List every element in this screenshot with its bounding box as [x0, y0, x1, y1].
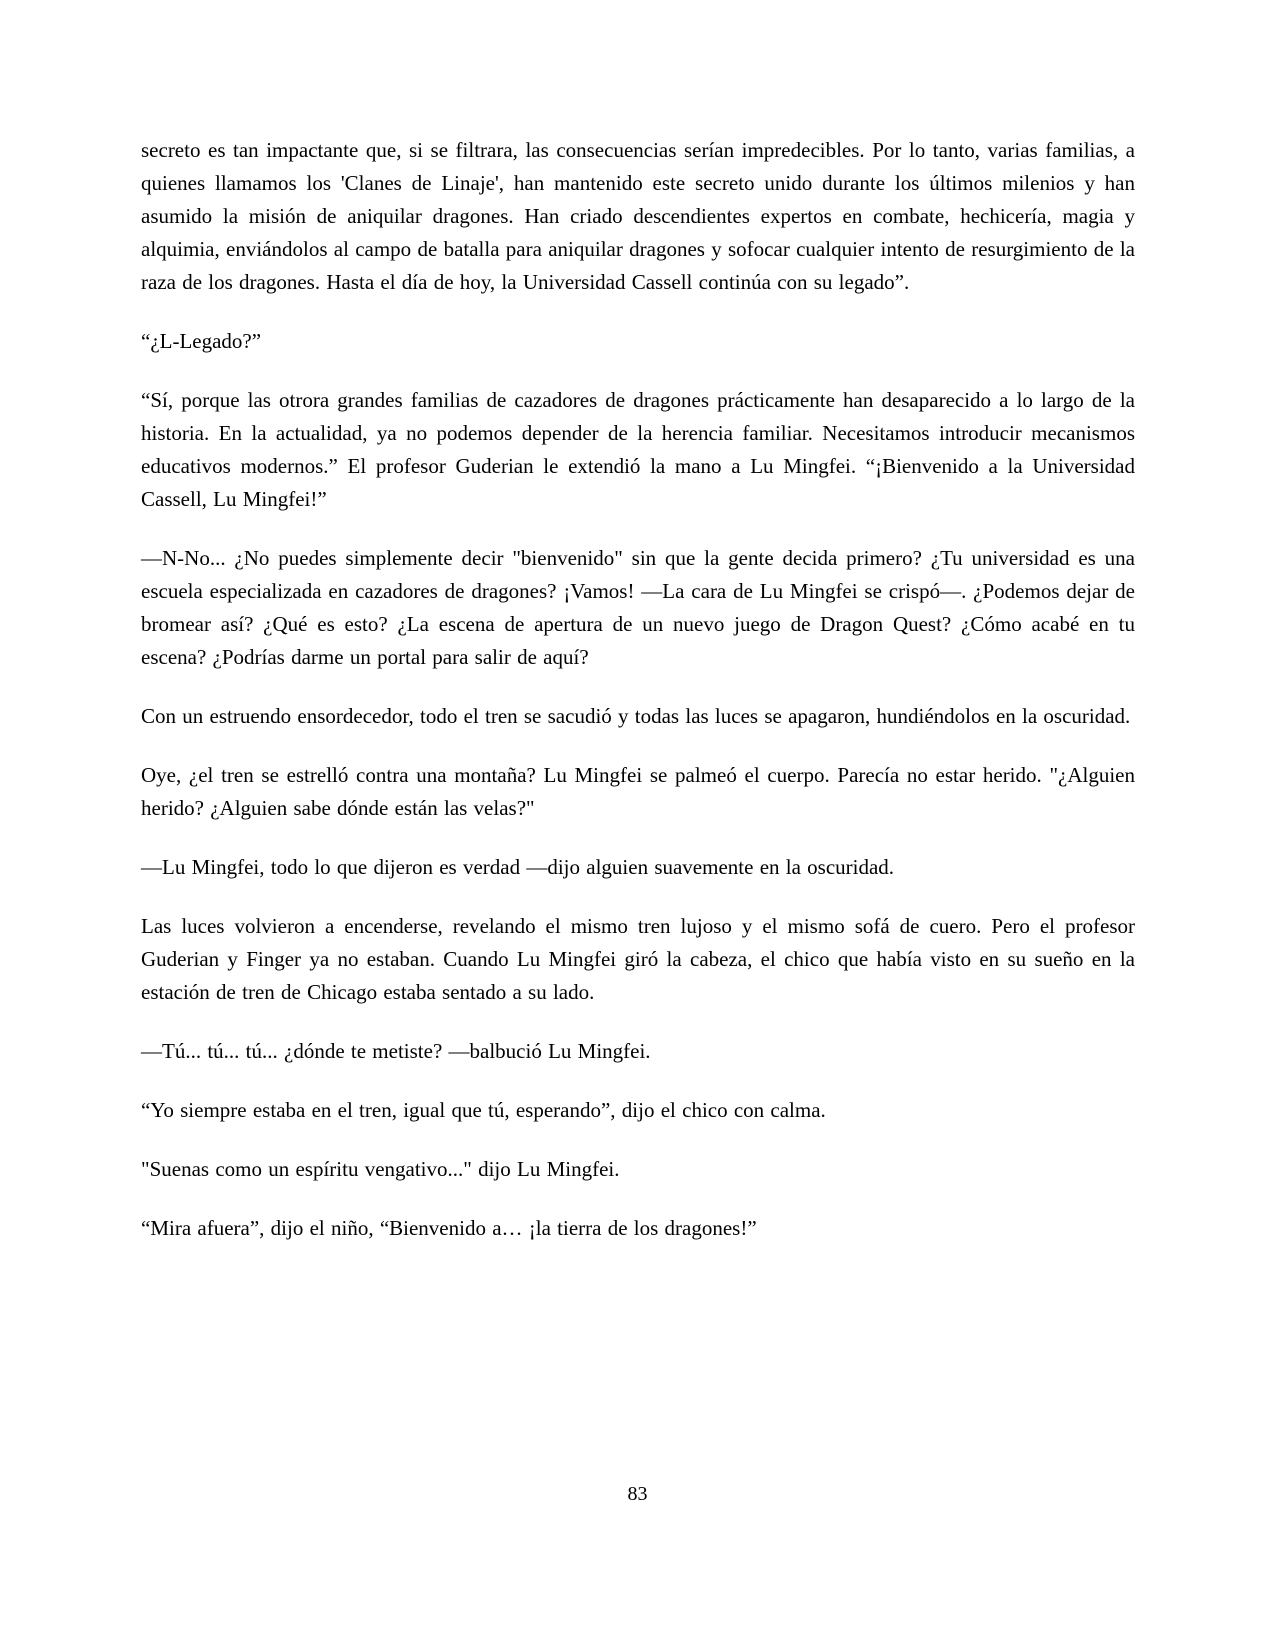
paragraph: Las luces volvieron a encenderse, revelando el mismo tren lujoso y el mismo sofá de cuero. Pero el profesor Guderian y Finger ya no estaban. Cuando Lu Mingfei giró la cabeza, el chico que había visto en su sueño en la estación de tren de Chicago estaba sentado a su lado. [141, 914, 1135, 1004]
paragraph: “Mira afuera”, dijo el niño, “Bienvenido a… ¡la tierra de los dragones!” [141, 1216, 757, 1240]
paragraph: secreto es tan impactante que, si se filtrara, las consecuencias serían impredecibles. Por lo tanto, varias familias, a quienes llamamos los 'Clanes de Linaje', han mantenido este secreto unido durante los últimos milenios y han asumido la misión de aniquilar dragones. Han criado descendientes expertos en combate, hechicería, magia y alquimia, enviándolos al campo de batalla para aniquilar dragones y sofocar cualquier intento de resurgimiento de la raza de los dragones. Hasta el día de hoy, la Universidad Cassell continúa con su legado”. [141, 138, 1135, 294]
page-body-text [141, 134, 1135, 1245]
paragraph: Con un estruendo ensordecedor, todo el tren se sacudió y todas las luces se apagaron, hundiéndolos en la oscuridad. [141, 704, 1131, 728]
paragraph: —Lu Mingfei, todo lo que dijeron es verdad —dijo alguien suavemente en la oscuridad. [141, 855, 895, 879]
page-number: 83 [627, 1483, 648, 1505]
paragraph: Oye, ¿el tren se estrelló contra una montaña? Lu Mingfei se palmeó el cuerpo. Parecía no estar herido. "¿Alguien herido? ¿Alguien sabe dónde están las velas?" [141, 763, 1135, 820]
paragraph: “Yo siempre estaba en el tren, igual que tú, esperando”, dijo el chico con calma. [141, 1098, 826, 1122]
paragraph: “Sí, porque las otrora grandes familias de cazadores de dragones prácticamente han desaparecido a lo largo de la historia. En la actualidad, ya no podemos depender de la herencia familiar. Necesitamos introducir mecanismos educativos modernos.” El profesor Guderian le extendió la mano a Lu Mingfei. “¡Bienvenido a la Universidad Cassell, Lu Mingfei!” [141, 388, 1135, 511]
paragraph: “¿L-Legado?” [141, 329, 262, 353]
paragraph: —N-No... ¿No puedes simplemente decir "bienvenido" sin que la gente decida primero? ¿Tu universidad es una escuela especializada en cazadores de dragones? ¡Vamos! —La cara de Lu Mingfei se crispó—. ¿Podemos dejar de bromear así? ¿Qué es esto? ¿La escena de apertura de un nuevo juego de Dragon Quest? ¿Cómo acabé en tu escena? ¿Podrías darme un portal para salir de aquí? [141, 546, 1135, 669]
paragraph: "Suenas como un espíritu vengativo..." dijo Lu Mingfei. [141, 1157, 620, 1181]
paragraph: —Tú... tú... tú... ¿dónde te metiste? —balbució Lu Mingfei. [141, 1039, 651, 1063]
